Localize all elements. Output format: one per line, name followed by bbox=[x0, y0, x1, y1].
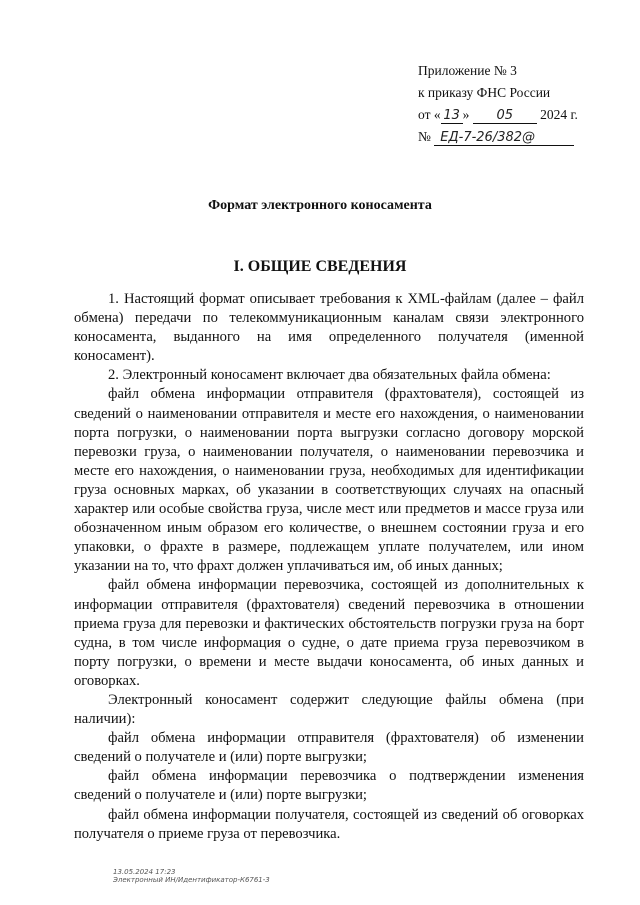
paragraph: файл обмена информации перевозчика, состоящей из дополнительных к информации отправителя (фрахтователя) сведений перевозчика в отношении приема груза для перевозки и фактических обстоятельств погрузки груза на борт судна, в том числе информация о судне, о дате приема груза перевозчиком в порту погрузки, о времени и месте выдачи коносамента, об иных данных и оговорках. bbox=[74, 577, 584, 689]
paragraph: 1. Настоящий формат описывает требования к XML-файлам (далее – файл обмена) передачи по телекоммуникационным каналам связи электронного коносамента, выданного на имя определенного получателя (именной коносамент). bbox=[74, 291, 584, 365]
paragraph: файл обмена информации отправителя (фрахтователя) об изменении сведений о получателе и (или) порте выгрузки; bbox=[74, 730, 584, 766]
section-title: I. ОБЩИЕ СВЕДЕНИЯ bbox=[233, 258, 407, 275]
footer-timestamp: 13.05.2024 17:23 bbox=[113, 868, 176, 876]
appendix-label: Приложение № 3 bbox=[418, 63, 517, 78]
approval-block bbox=[418, 60, 578, 148]
footer-identifier: Электронный ИН/Идентификатор-К6761-3 bbox=[113, 876, 270, 884]
date-year: 2024 г. bbox=[540, 107, 578, 122]
date-day-handwritten: 13 bbox=[441, 108, 463, 124]
body-text bbox=[74, 290, 584, 844]
paragraph: файл обмена информации отправителя (фрахтователя), состоящей из сведений о наименовании отправителя и месте его нахождения, о наименовании порта погрузки, о наименовании порта выгрузки согласно договору морской перевозки груза, о наименовании получателя, о наименовании перевозчика и месте его нахождения, о наименовании груза, необходимых для идентификации груза основных марках, об указании в соответствующих случаях на опасный характер или особые свойства груза, числе мест или предметов и массе груза или обозначенном иным образом его количестве, о внешнем состоянии груза и его упаковки, о фрахте в размере, подлежащем уплате получателем, или ином указании на то, что фрахт должен уплачиваться им, об иных данных; bbox=[74, 386, 584, 575]
date-prefix: от « bbox=[418, 107, 441, 122]
paragraph: файл обмена информации перевозчика о подтверждении изменения сведений о получателе и (или) порте выгрузки; bbox=[74, 768, 584, 804]
order-date bbox=[418, 104, 578, 126]
number-prefix: № bbox=[418, 129, 431, 144]
order-number bbox=[418, 126, 578, 148]
paragraph: 2. Электронный коносамент включает два обязательных файла обмена: bbox=[108, 367, 551, 384]
footer-stamp bbox=[113, 868, 270, 884]
order-number-handwritten: ЕД-7-26/382@ bbox=[434, 130, 574, 146]
paragraph: Электронный коносамент содержит следующие файлы обмена (при наличии): bbox=[74, 691, 584, 728]
order-reference: к приказу ФНС России bbox=[418, 85, 551, 100]
document-title: Формат электронного коносамента bbox=[208, 198, 432, 213]
paragraph: файл обмена информации получателя, состоящей из сведений об оговорках получателя о приеме груза от перевозчика. bbox=[74, 806, 584, 842]
date-month-handwritten: 05 bbox=[473, 108, 537, 124]
date-mid: » bbox=[462, 107, 470, 122]
